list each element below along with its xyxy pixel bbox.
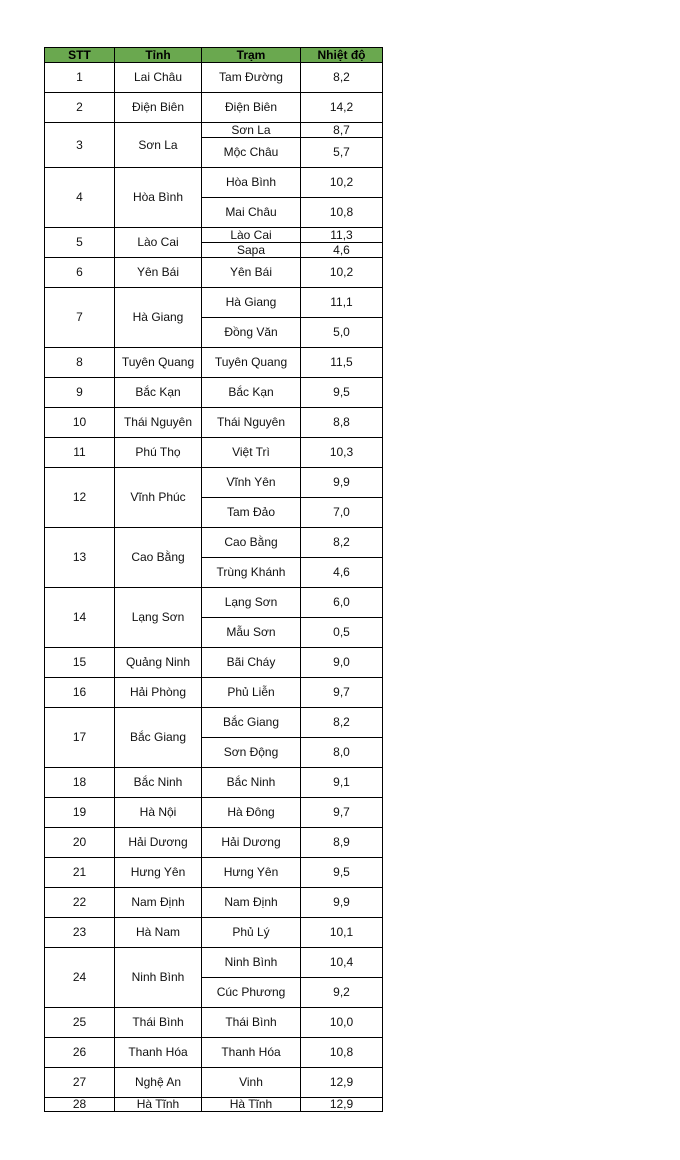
cell-province: Thanh Hóa — [115, 1038, 202, 1068]
cell-province: Bắc Ninh — [115, 768, 202, 798]
table-row — [45, 528, 383, 558]
cell-stt: 14 — [45, 588, 115, 648]
cell-province: Bắc Kạn — [115, 378, 202, 408]
cell-station: Hưng Yên — [202, 858, 301, 888]
header-station: Trạm — [202, 48, 301, 63]
table-row — [45, 1068, 383, 1098]
cell-stt: 15 — [45, 648, 115, 678]
cell-stt: 28 — [45, 1098, 115, 1112]
cell-province: Nghệ An — [115, 1068, 202, 1098]
cell-station: Yên Bái — [202, 258, 301, 288]
cell-temperature: 5,0 — [301, 318, 383, 348]
cell-stt: 8 — [45, 348, 115, 378]
cell-stt: 11 — [45, 438, 115, 468]
table-row — [45, 708, 383, 738]
cell-province: Cao Bằng — [115, 528, 202, 588]
cell-temperature: 4,6 — [301, 243, 383, 258]
table-row — [45, 168, 383, 198]
cell-stt: 24 — [45, 948, 115, 1008]
table-row — [45, 63, 383, 93]
cell-stt: 5 — [45, 228, 115, 258]
cell-temperature: 10,8 — [301, 198, 383, 228]
header-stt: STT — [45, 48, 115, 63]
cell-temperature: 10,1 — [301, 918, 383, 948]
cell-temperature: 9,9 — [301, 468, 383, 498]
cell-station: Điện Biên — [202, 93, 301, 123]
table-row — [45, 408, 383, 438]
cell-station: Sapa — [202, 243, 301, 258]
cell-temperature: 9,5 — [301, 378, 383, 408]
table-row — [45, 768, 383, 798]
cell-station: Vĩnh Yên — [202, 468, 301, 498]
cell-station: Hà Tĩnh — [202, 1098, 301, 1112]
cell-temperature: 12,9 — [301, 1068, 383, 1098]
cell-station: Bãi Cháy — [202, 648, 301, 678]
cell-station: Bắc Ninh — [202, 768, 301, 798]
temperature-table-container — [44, 47, 383, 1112]
cell-temperature: 10,0 — [301, 1008, 383, 1038]
table-row — [45, 1038, 383, 1068]
cell-temperature: 9,9 — [301, 888, 383, 918]
cell-province: Điện Biên — [115, 93, 202, 123]
table-row — [45, 588, 383, 618]
cell-temperature: 10,2 — [301, 258, 383, 288]
cell-province: Vĩnh Phúc — [115, 468, 202, 528]
cell-province: Hải Dương — [115, 828, 202, 858]
cell-stt: 13 — [45, 528, 115, 588]
cell-stt: 20 — [45, 828, 115, 858]
cell-station: Sơn La — [202, 123, 301, 138]
cell-stt: 23 — [45, 918, 115, 948]
cell-province: Bắc Giang — [115, 708, 202, 768]
cell-station: Tam Đường — [202, 63, 301, 93]
table-row — [45, 828, 383, 858]
cell-station: Sơn Động — [202, 738, 301, 768]
cell-temperature: 9,2 — [301, 978, 383, 1008]
cell-province: Hà Giang — [115, 288, 202, 348]
cell-station: Thanh Hóa — [202, 1038, 301, 1068]
table-row — [45, 258, 383, 288]
table-row — [45, 288, 383, 318]
cell-temperature: 8,0 — [301, 738, 383, 768]
cell-stt: 19 — [45, 798, 115, 828]
cell-temperature: 5,7 — [301, 138, 383, 168]
cell-station: Mai Châu — [202, 198, 301, 228]
cell-temperature: 9,7 — [301, 798, 383, 828]
table-row — [45, 93, 383, 123]
table-row — [45, 948, 383, 978]
cell-station: Trùng Khánh — [202, 558, 301, 588]
cell-stt: 27 — [45, 1068, 115, 1098]
cell-stt: 22 — [45, 888, 115, 918]
cell-temperature: 8,2 — [301, 708, 383, 738]
cell-stt: 17 — [45, 708, 115, 768]
cell-station: Hải Dương — [202, 828, 301, 858]
cell-province: Hà Nam — [115, 918, 202, 948]
table-row — [45, 123, 383, 138]
cell-station: Hà Giang — [202, 288, 301, 318]
cell-province: Sơn La — [115, 123, 202, 168]
cell-station: Ninh Bình — [202, 948, 301, 978]
cell-station: Phủ Liễn — [202, 678, 301, 708]
cell-province: Lạng Sơn — [115, 588, 202, 648]
cell-station: Hòa Bình — [202, 168, 301, 198]
cell-station: Bắc Giang — [202, 708, 301, 738]
cell-temperature: 9,5 — [301, 858, 383, 888]
cell-temperature: 8,2 — [301, 528, 383, 558]
table-body — [45, 63, 383, 1112]
cell-stt: 2 — [45, 93, 115, 123]
cell-province: Yên Bái — [115, 258, 202, 288]
cell-stt: 25 — [45, 1008, 115, 1038]
cell-station: Cao Bằng — [202, 528, 301, 558]
table-row — [45, 1098, 383, 1112]
cell-stt: 6 — [45, 258, 115, 288]
cell-station: Lào Cai — [202, 228, 301, 243]
cell-temperature: 9,7 — [301, 678, 383, 708]
cell-station: Tam Đảo — [202, 498, 301, 528]
cell-province: Hà Nội — [115, 798, 202, 828]
table-row — [45, 888, 383, 918]
cell-temperature: 8,7 — [301, 123, 383, 138]
table-row — [45, 348, 383, 378]
cell-temperature: 10,3 — [301, 438, 383, 468]
cell-temperature: 10,2 — [301, 168, 383, 198]
cell-temperature: 8,2 — [301, 63, 383, 93]
cell-province: Hà Tĩnh — [115, 1098, 202, 1112]
table-row — [45, 1008, 383, 1038]
cell-stt: 16 — [45, 678, 115, 708]
cell-station: Lạng Sơn — [202, 588, 301, 618]
cell-temperature: 11,5 — [301, 348, 383, 378]
cell-temperature: 10,4 — [301, 948, 383, 978]
cell-station: Mộc Châu — [202, 138, 301, 168]
cell-province: Hòa Bình — [115, 168, 202, 228]
cell-station: Mẫu Sơn — [202, 618, 301, 648]
cell-temperature: 4,6 — [301, 558, 383, 588]
table-row — [45, 648, 383, 678]
table-row — [45, 858, 383, 888]
cell-stt: 3 — [45, 123, 115, 168]
cell-province: Hưng Yên — [115, 858, 202, 888]
cell-province: Phú Thọ — [115, 438, 202, 468]
cell-temperature: 6,0 — [301, 588, 383, 618]
cell-province: Nam Định — [115, 888, 202, 918]
cell-station: Đồng Văn — [202, 318, 301, 348]
table-row — [45, 228, 383, 243]
cell-stt: 18 — [45, 768, 115, 798]
cell-temperature: 0,5 — [301, 618, 383, 648]
table-row — [45, 918, 383, 948]
cell-temperature: 11,3 — [301, 228, 383, 243]
cell-province: Lào Cai — [115, 228, 202, 258]
cell-temperature: 9,0 — [301, 648, 383, 678]
cell-province: Tuyên Quang — [115, 348, 202, 378]
cell-stt: 12 — [45, 468, 115, 528]
header-province: Tỉnh — [115, 48, 202, 63]
cell-station: Nam Định — [202, 888, 301, 918]
cell-province: Quảng Ninh — [115, 648, 202, 678]
table-header-row — [45, 48, 383, 63]
cell-province: Thái Bình — [115, 1008, 202, 1038]
cell-temperature: 7,0 — [301, 498, 383, 528]
table-row — [45, 468, 383, 498]
cell-temperature: 12,9 — [301, 1098, 383, 1112]
cell-station: Hà Đông — [202, 798, 301, 828]
table-row — [45, 378, 383, 408]
cell-stt: 26 — [45, 1038, 115, 1068]
cell-province: Lai Châu — [115, 63, 202, 93]
cell-stt: 7 — [45, 288, 115, 348]
table-row — [45, 678, 383, 708]
table-row — [45, 438, 383, 468]
header-temperature: Nhiệt độ — [301, 48, 383, 63]
cell-station: Bắc Kạn — [202, 378, 301, 408]
cell-stt: 10 — [45, 408, 115, 438]
cell-temperature: 10,8 — [301, 1038, 383, 1068]
temperature-table — [44, 47, 383, 1112]
cell-stt: 1 — [45, 63, 115, 93]
cell-stt: 9 — [45, 378, 115, 408]
cell-province: Ninh Bình — [115, 948, 202, 1008]
cell-station: Tuyên Quang — [202, 348, 301, 378]
cell-temperature: 9,1 — [301, 768, 383, 798]
table-row — [45, 798, 383, 828]
cell-temperature: 11,1 — [301, 288, 383, 318]
cell-station: Phủ Lý — [202, 918, 301, 948]
cell-station: Vinh — [202, 1068, 301, 1098]
cell-temperature: 14,2 — [301, 93, 383, 123]
cell-station: Thái Bình — [202, 1008, 301, 1038]
cell-province: Hải Phòng — [115, 678, 202, 708]
cell-stt: 21 — [45, 858, 115, 888]
cell-station: Thái Nguyên — [202, 408, 301, 438]
cell-station: Cúc Phương — [202, 978, 301, 1008]
cell-temperature: 8,9 — [301, 828, 383, 858]
cell-stt: 4 — [45, 168, 115, 228]
cell-province: Thái Nguyên — [115, 408, 202, 438]
cell-station: Việt Trì — [202, 438, 301, 468]
cell-temperature: 8,8 — [301, 408, 383, 438]
